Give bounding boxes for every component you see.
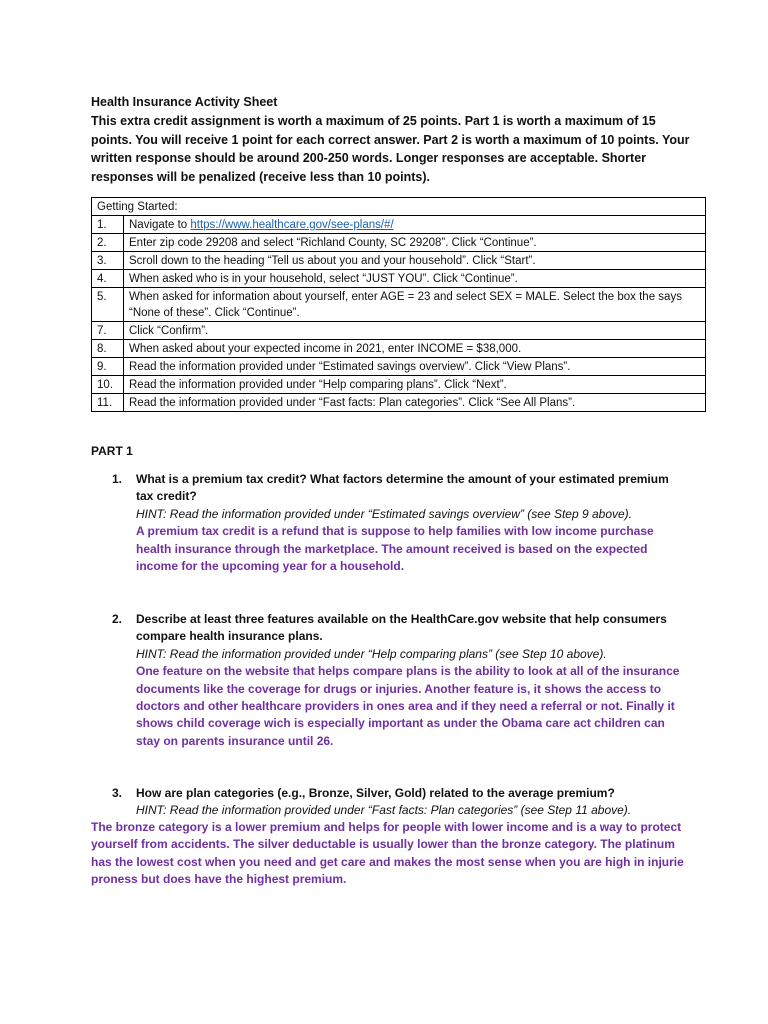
step-text: Read the information provided under “Help comparing plans”. Click “Next”. [124, 376, 706, 394]
question-hint: HINT: Read the information provided under “Estimated savings overview” (see Step 9 above). [136, 506, 633, 521]
step-number: 4. [92, 270, 124, 288]
step-number: 1. [92, 216, 124, 234]
answer-text: One feature on the website that helps compare plans is the ability to look at all of the insurance documents like the coverage for drugs or injuries. Another feature is, it shows the access to doctors and other healthcare providers in ones area and if they need a referral or not. Finally it shows child coverage wich is especially important as under the Obama care act children can stay on parents insurance until 26. [136, 664, 680, 748]
intro-paragraph: This extra credit assignment is worth a maximum of 25 points. Part 1 is worth a maximum of 15 points. You will receive 1 point for each correct answer. Part 2 is worth a maximum of 10 points. Your written response should be around 200-250 words. Longer responses are acceptable. Shorter responses will be penalized (receive less than 10 points). [91, 114, 690, 184]
table-header-row [92, 198, 706, 216]
step-text: Enter zip code 29208 and select “Richland County, SC 29208”. Click “Continue”. [124, 234, 706, 252]
question-hint: HINT: Read the information provided under “Help comparing plans” (see Step 10 above). [136, 646, 607, 661]
step-text [124, 216, 706, 234]
question-number: 3. [112, 786, 123, 800]
table-row [92, 358, 706, 376]
table-row [92, 252, 706, 270]
healthcare-gov-link[interactable]: https://www.healthcare.gov/see-plans/#/ [190, 219, 394, 231]
step-number: 7. [92, 322, 124, 340]
step-number: 10. [92, 376, 124, 394]
question-number: 1. [112, 472, 123, 486]
part-1-heading: PART 1 [91, 444, 133, 458]
table-row [92, 340, 706, 358]
step-text: When asked for information about yourself, enter AGE = 23 and select SEX = MALE. Select the box the says “None of these”. Click “Continue”. [124, 288, 706, 322]
question-body [136, 611, 682, 750]
table-row [92, 322, 706, 340]
question-body [136, 471, 682, 575]
step-number: 8. [92, 340, 124, 358]
step-text: Read the information provided under “Estimated savings overview”. Click “View Plans”. [124, 358, 706, 376]
question-body [136, 785, 682, 820]
table-row [92, 376, 706, 394]
question-text: How are plan categories (e.g., Bronze, Silver, Gold) related to the average premium? [136, 786, 615, 800]
question-text: Describe at least three features available on the HealthCare.gov website that help consumers compare health insurance plans. [136, 612, 667, 644]
table-row [92, 216, 706, 234]
table-row [92, 234, 706, 252]
table-row [92, 394, 706, 412]
page-title: Health Insurance Activity Sheet [91, 95, 278, 109]
step-number: 11. [92, 394, 124, 412]
answer-text: The bronze category is a lower premium and helps for people with lower income and is a way to protect yourself from accidents. The silver deductable is usually lower than the bronze category. The platinum has the lowest cost when you need and get care and makes the most sense when you are high in injurie proness but does have the highest premium. [91, 820, 684, 887]
getting-started-table [91, 197, 706, 412]
step-text: Click “Confirm”. [124, 322, 706, 340]
table-row [92, 270, 706, 288]
table-header: Getting Started: [92, 198, 706, 216]
answer-text: A premium tax credit is a refund that is suppose to help families with low income purchase health insurance through the marketplace. The amount received is based on the expected income for the upcoming year for a household. [136, 524, 654, 574]
step-number: 5. [92, 288, 124, 322]
step-number: 2. [92, 234, 124, 252]
table-row [92, 288, 706, 322]
step-text: When asked who is in your household, select “JUST YOU”. Click “Continue”. [124, 270, 706, 288]
question-1 [112, 471, 682, 575]
step-text: When asked about your expected income in 2021, enter INCOME = $38,000. [124, 340, 706, 358]
question-3 [112, 785, 682, 820]
question-2 [112, 611, 682, 750]
question-text: What is a premium tax credit? What factors determine the amount of your estimated premium tax credit? [136, 472, 669, 504]
step-text: Read the information provided under “Fast facts: Plan categories”. Click “See All Plans”. [124, 394, 706, 412]
step-text: Scroll down to the heading “Tell us about you and your household”. Click “Start”. [124, 252, 706, 270]
step-text-prefix: Navigate to [129, 219, 191, 231]
step-number: 9. [92, 358, 124, 376]
question-hint: HINT: Read the information provided under “Fast facts: Plan categories” (see Step 11 above). [136, 803, 632, 818]
step-number: 3. [92, 252, 124, 270]
question-number: 2. [112, 612, 123, 626]
